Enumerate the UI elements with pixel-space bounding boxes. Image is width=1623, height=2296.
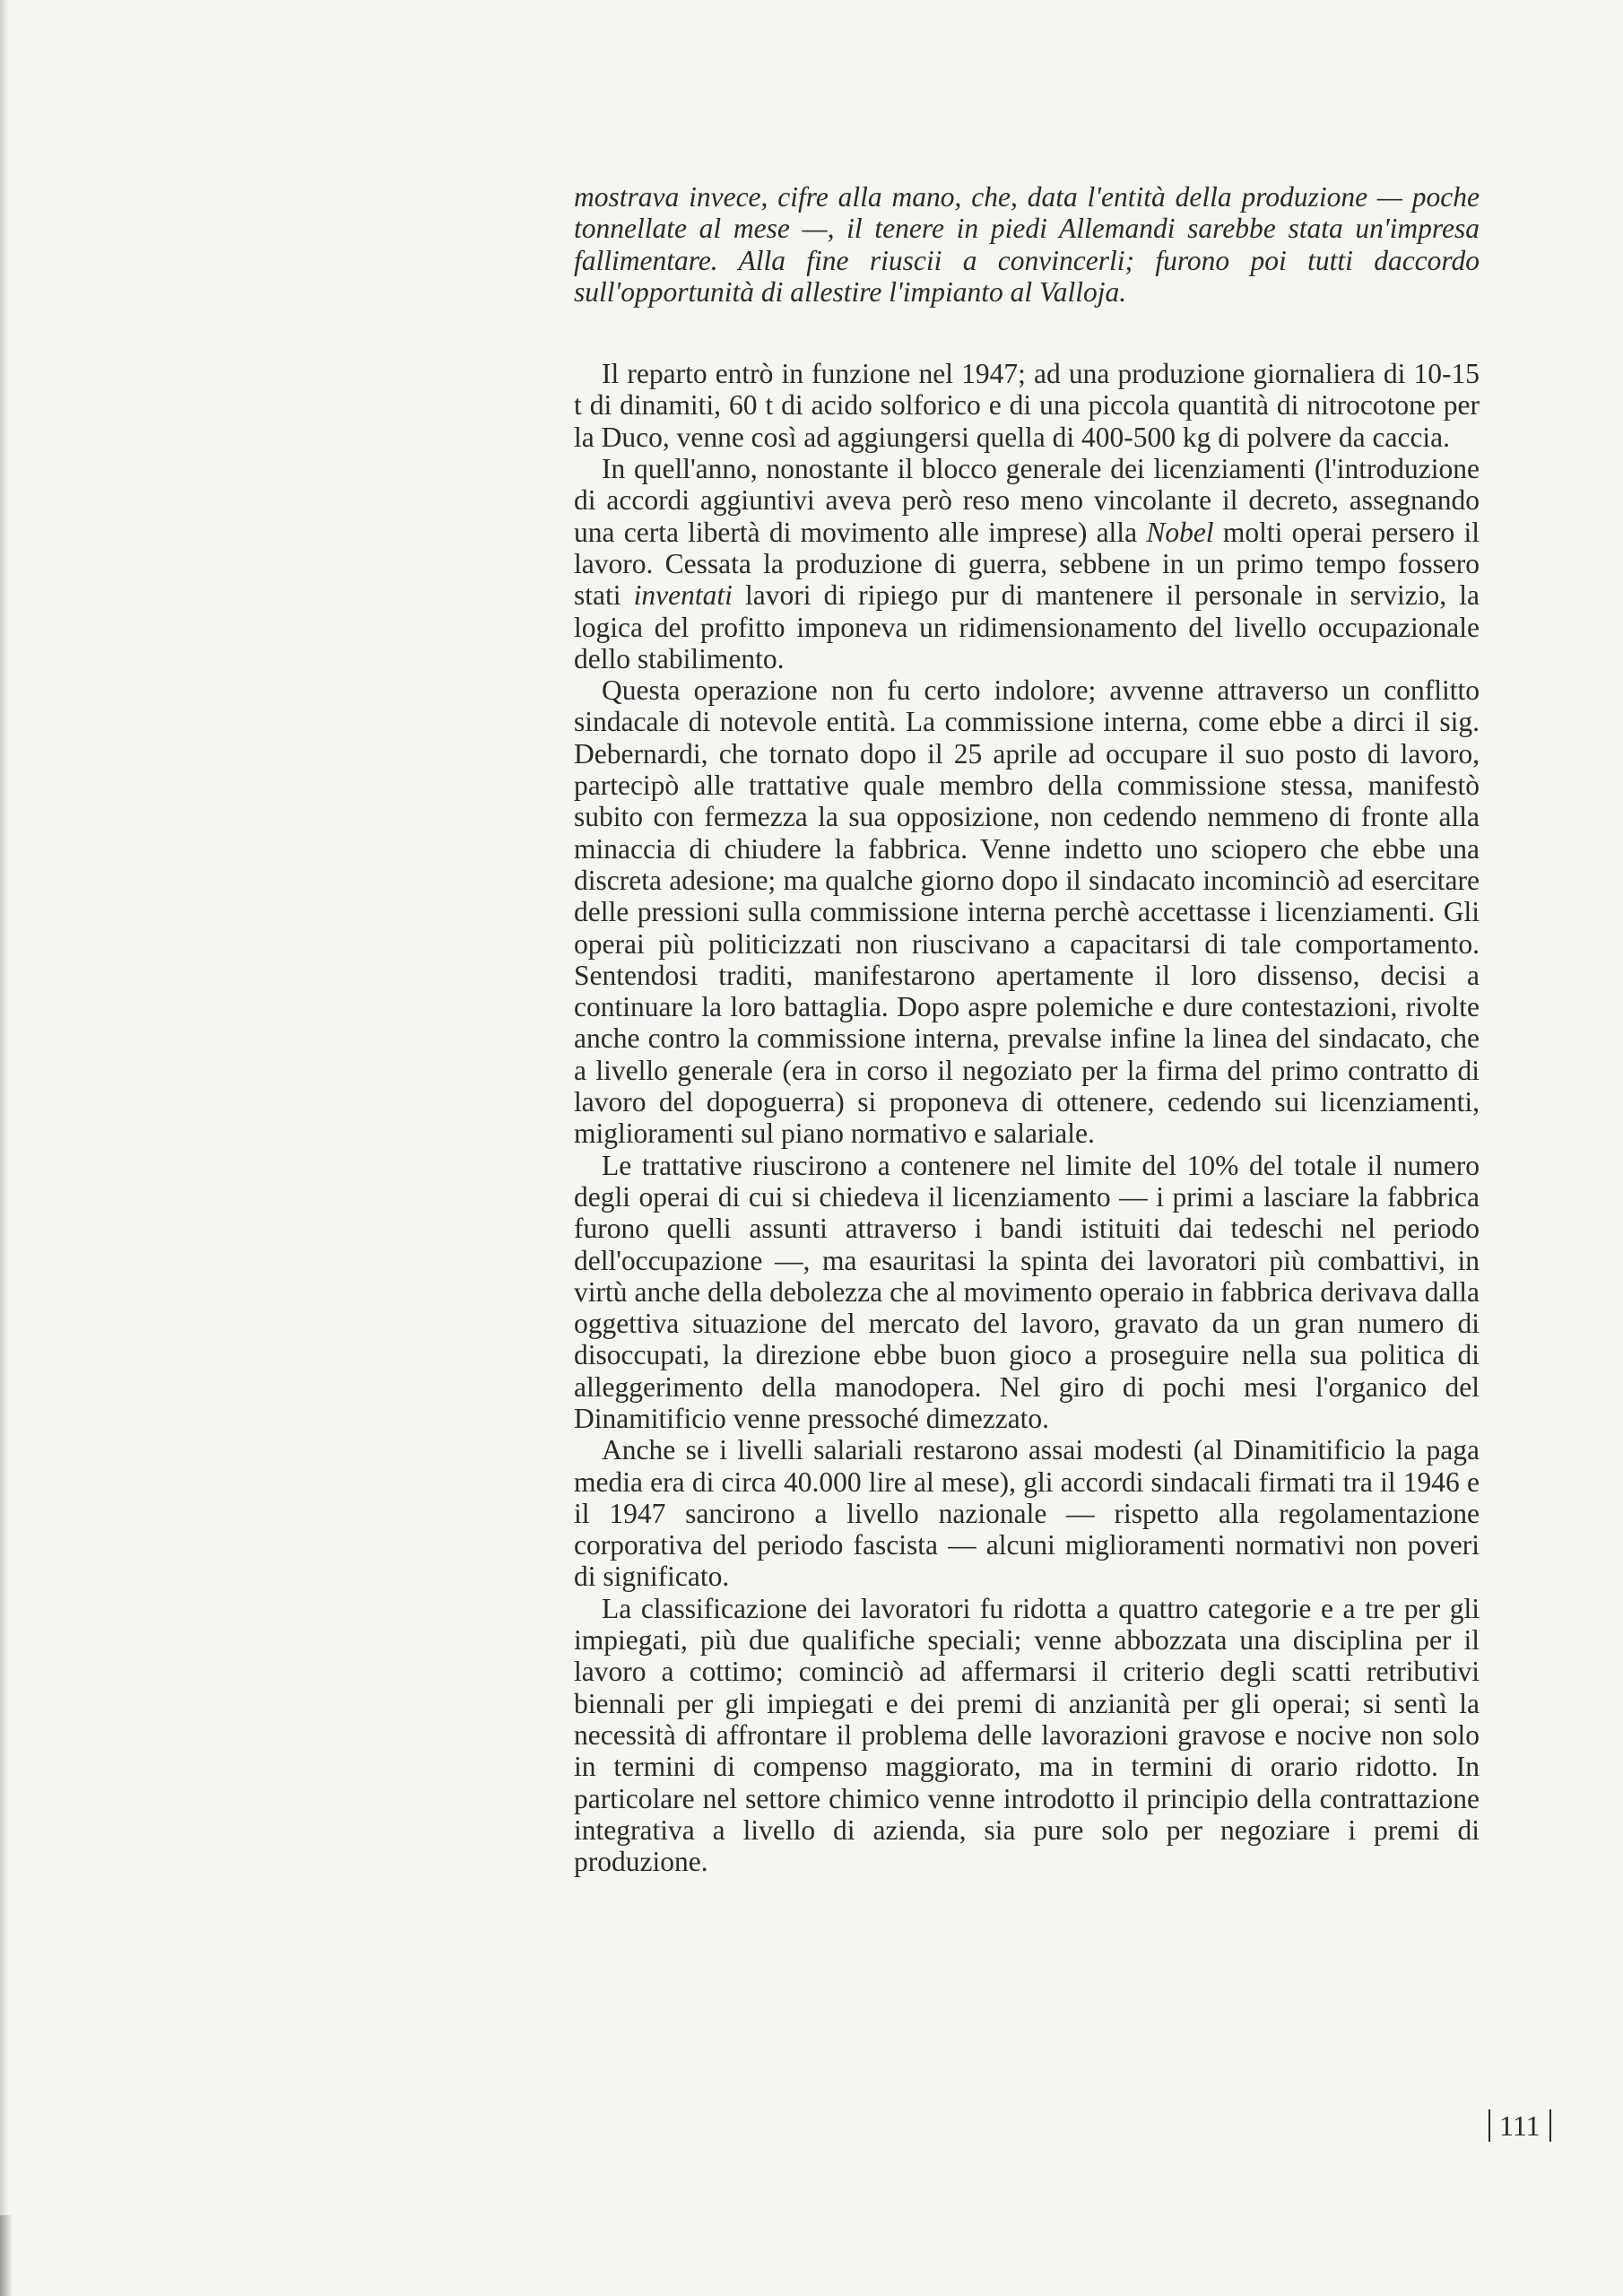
paragraph-1: Il reparto entrò in funzione nel 1947; ad una produzione giornaliera di 10-15 t di dinamiti, 60 t di acido solforico e di una piccola quantità di nitrocotone per la Duco, venne così ad aggiungersi quella di 400-500 kg di polvere da caccia. — [574, 358, 1480, 453]
paragraph-2-part-c: lavori di ripiego pur di mantenere il personale in servizio, la logica del profitto imponeva un ridimensionamento del livello occupazionale dello stabilimento. — [574, 579, 1480, 674]
intro-quote: mostrava invece, cifre alla mano, che, data l'entità della produzione — poche tonnellate al mese —, il tenere in piedi Allemandi sarebbe stata un'impresa fallimentare. Alla fine riuscii a convincerli; furono poi tutti daccordo sull'opportunità di allestire l'impianto al Valloja. — [574, 181, 1480, 308]
page-corner-mark — [0, 2215, 13, 2296]
nobel-term: Nobel — [1146, 516, 1214, 548]
page-binding-shadow — [0, 0, 9, 2296]
paragraph-5: Anche se i livelli salariali restarono assai modesti (al Dinamitificio la paga media era di circa 40.000 lire al mese), gli accordi sindacali firmati tra il 1946 e il 1947 sancirono a livello nazionale — rispetto alla regolamentazione corporativa del periodo fascista — alcuni miglioramenti normativi non poveri di significato. — [574, 1434, 1480, 1593]
paragraph-2-part-b: molti operai persero il lavoro. Cessata la produzione di guerra, sebbene in un primo tempo fossero stati — [574, 516, 1480, 612]
paragraph-6: La classificazione dei lavoratori fu ridotta a quattro categorie e a tre per gli impiegati, più due qualifiche speciali; venne abbozzata una disciplina per il lavoro a cottimo; cominciò ad affermarsi il criterio degli scatti retributivi biennali per gli impiegati e dei premi di anzianità per gli operai; si sentì la necessità di affrontare il problema delle lavorazioni gravose e nocive non solo in termini di compenso maggiorato, ma in termini di orario ridotto. In particolare nel settore chimico venne introdotto il principio della contrattazione integrativa a livello di azienda, sia pure solo per negoziare i premi di produzione. — [574, 1592, 1480, 1878]
paragraph-2-part-a: In quell'anno, nonostante il blocco generale dei licenziamenti (l'introduzione di accordi aggiuntivi aveva però reso meno vincolante il decreto, assegnando una certa libertà di movimento alle imprese) alla — [574, 453, 1480, 548]
paragraph-3: Questa operazione non fu certo indolore; avvenne attraverso un conflitto sindacale di notevole entità. La commissione interna, come ebbe a dirci il sig. Debernardi, che tornato dopo il 25 aprile ad occupare il suo posto di lavoro, partecipò alle trattative quale membro della commissione stessa, manifestò subito con fermezza la sua opposizione, non cedendo nemmeno di fronte alla minaccia di chiudere la fabbrica. Venne indetto uno sciopero che ebbe una discreta adesione; ma qualche giorno dopo il sindacato incominciò ad esercitare delle pressioni sulla commissione interna perchè accettasse i licenziamenti. Gli operai più politicizzati non riuscivano a capacitarsi di tale comportamento. Sentendosi traditi, manifestarono apertamente il loro dissenso, decisi a continuare la loro battaglia. Dopo aspre polemiche e dure contestazioni, rivolte anche contro la commissione interna, prevalse infine la linea del sindacato, che a livello generale (era in corso il negoziato per la firma del primo contratto di lavoro del dopoguerra) si proponeva di ottenere, cedendo sui licenziamenti, miglioramenti sul piano normativo e salariale. — [574, 674, 1480, 1150]
inventati-term: inventati — [633, 579, 733, 612]
body-text — [574, 181, 1480, 1877]
paragraph-4: Le trattative riuscirono a contenere nel limite del 10% del totale il numero degli operai di cui si chiedeva il licenziamento — i primi a lasciare la fabbrica furono quelli assunti attraverso i bandi istituiti dai tedeschi nel periodo dell'occupazione —, ma esauritasi la spinta dei lavoratori più combattivi, in virtù anche della debolezza che al movimento operaio in fabbrica derivava dalla oggettiva situazione del mercato del lavoro, gravato da un gran numero di disoccupati, la direzione ebbe buon gioco a proseguire nella sua politica di alleggerimento della manodopera. Nel giro di pochi mesi l'organico del Dinamitificio venne pressoché dimezzato. — [574, 1149, 1480, 1434]
page-number: 111 — [1488, 2109, 1551, 2142]
paragraph-2 — [574, 453, 1480, 674]
